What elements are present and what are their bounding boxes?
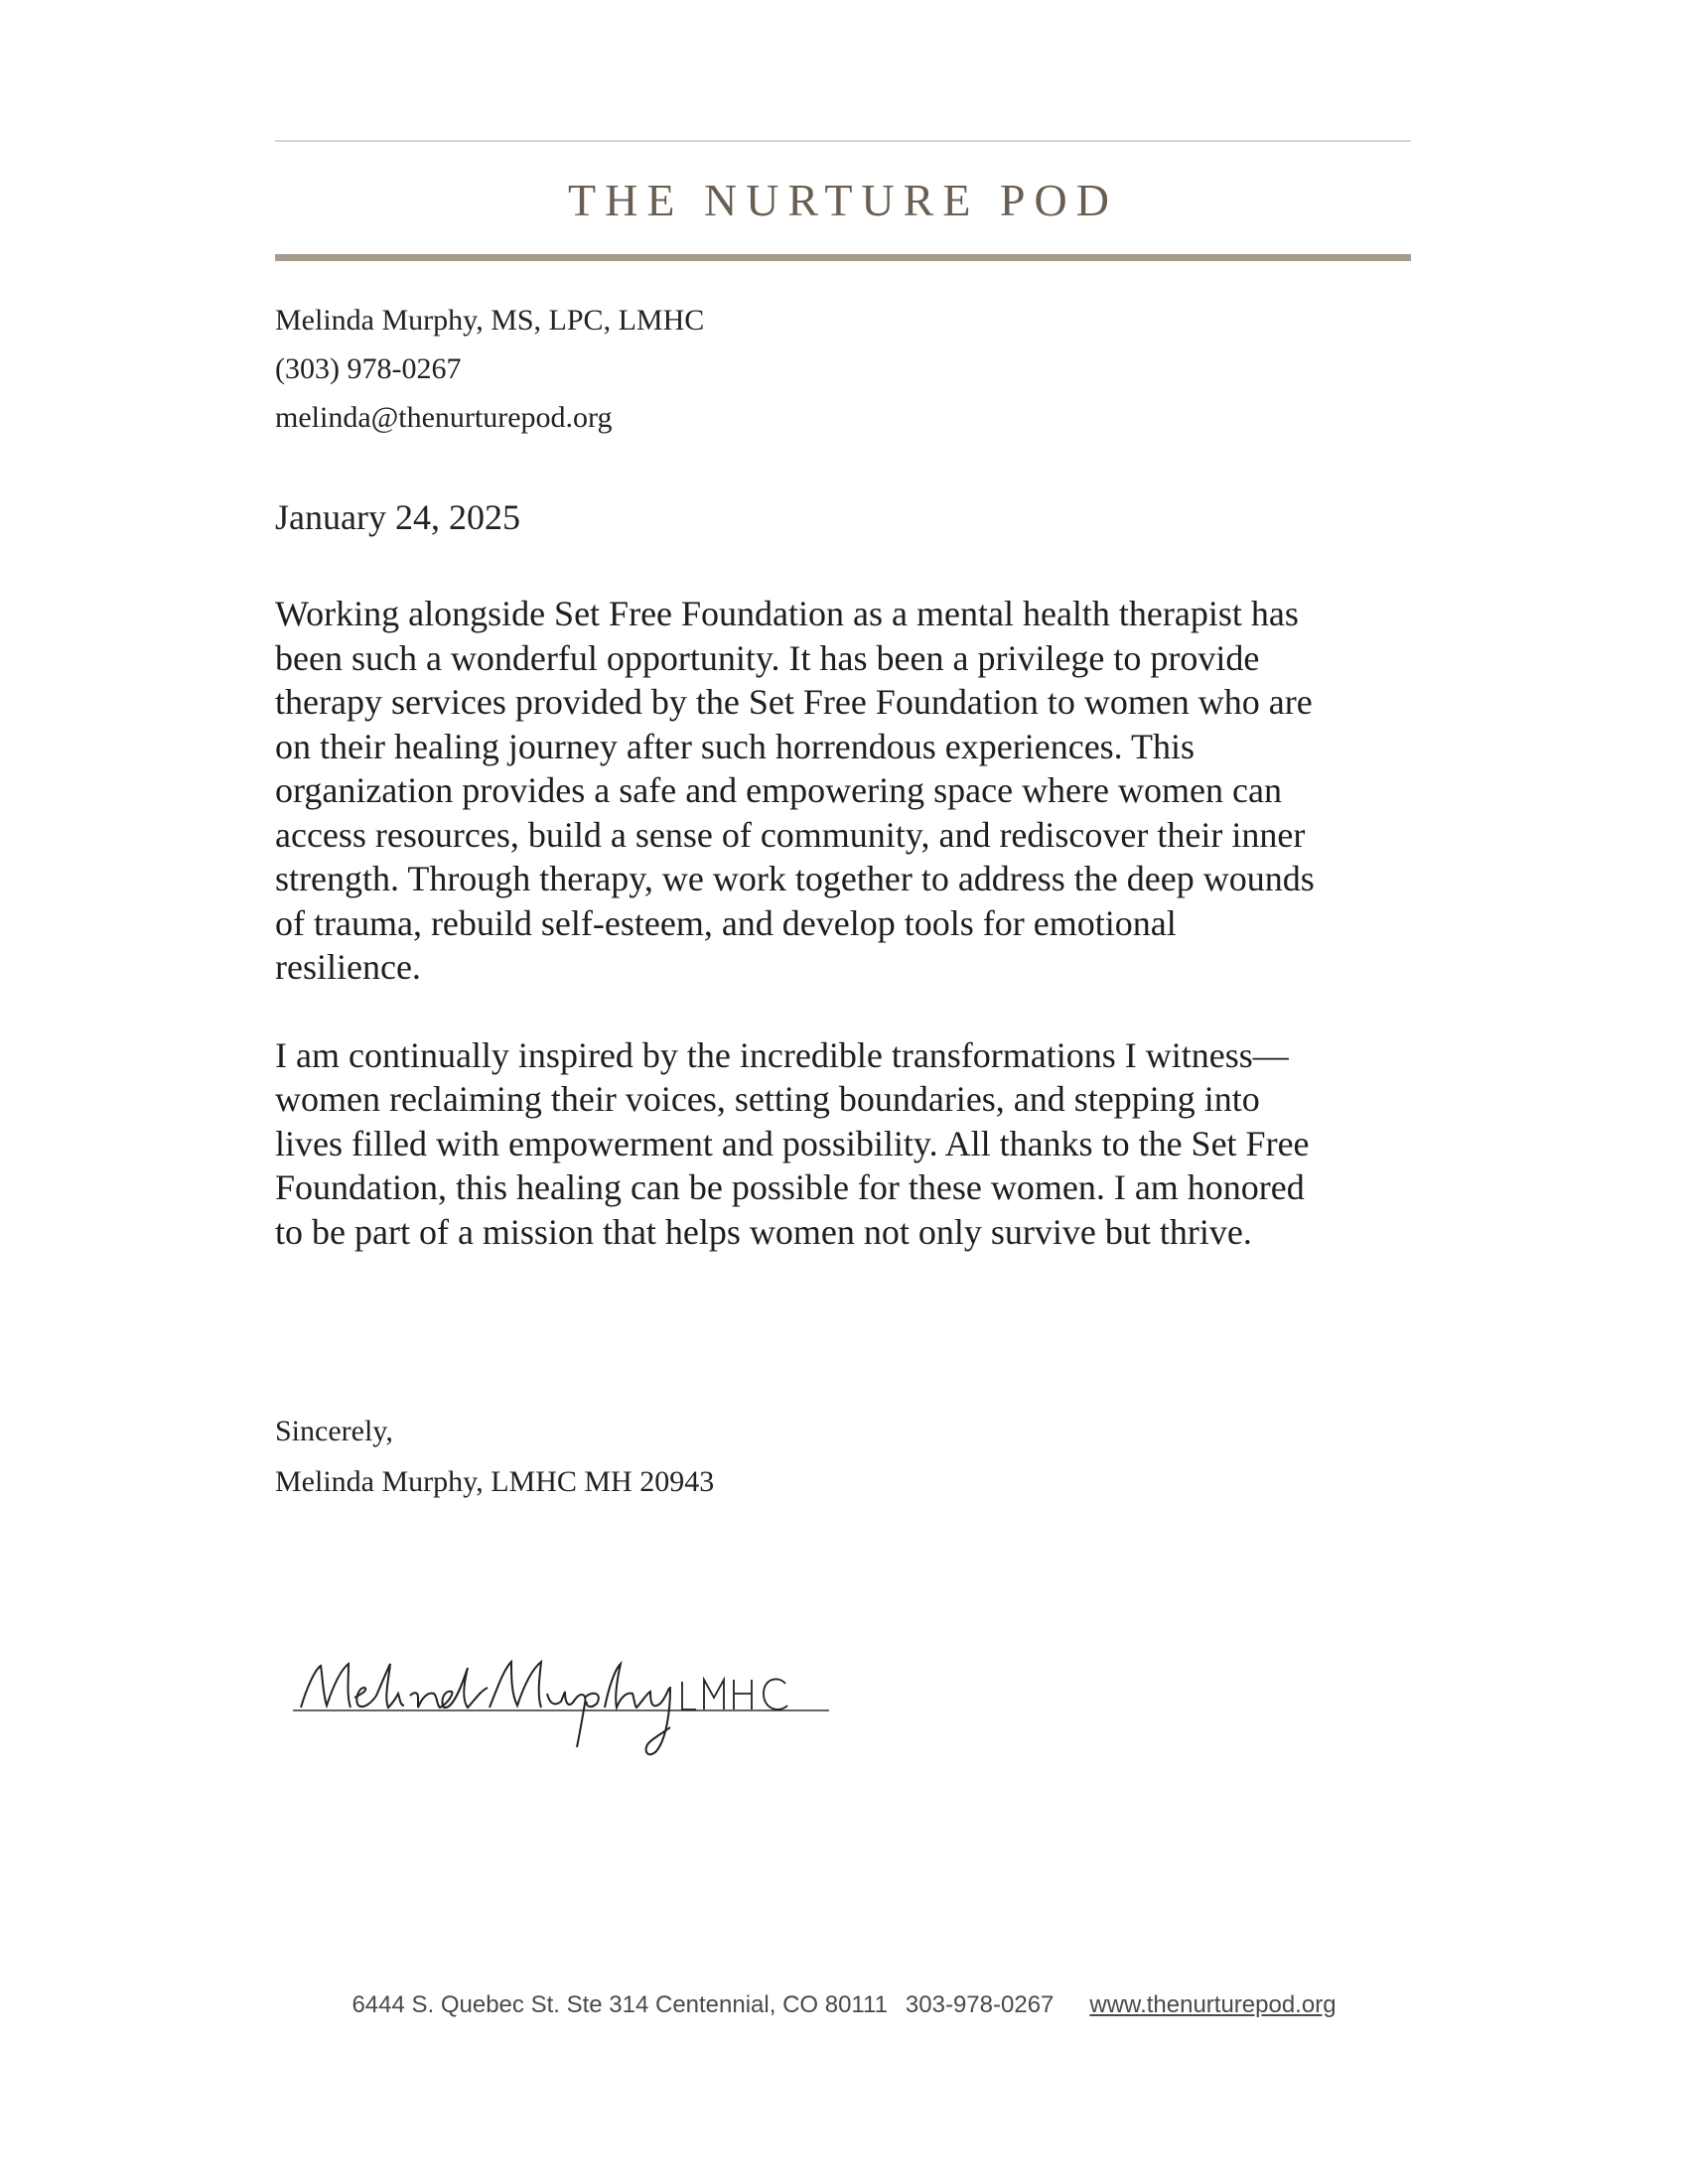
closing-block [275, 1406, 714, 1507]
body-line: therapy services provided by the Set Free Foundation to women who are [275, 682, 1313, 722]
body-line: Foundation, this healing can be possible for these women. I am honored [275, 1167, 1305, 1207]
sender-name: Melinda Murphy, MS, LPC, LMHC [275, 304, 705, 337]
closing-salutation: Sincerely, [275, 1415, 393, 1447]
body-line: strength. Through therapy, we work together to address the deep wounds [275, 859, 1315, 898]
body-paragraph-2 [275, 1033, 1427, 1255]
body-line: resilience. [275, 947, 421, 987]
body-line: on their healing journey after such horrendous experiences. This [275, 726, 1196, 766]
body-paragraph-1 [275, 592, 1427, 990]
body-line: Working alongside Set Free Foundation as a mental health therapist has [275, 594, 1299, 633]
sender-email: melinda@thenurturepod.org [275, 401, 613, 434]
footer-phone: 303-978-0267 [905, 1991, 1055, 2018]
footer-website-link[interactable]: www.thenurturepod.org [1089, 1991, 1336, 2018]
header-thick-rule [275, 254, 1411, 261]
body-line: of trauma, rebuild self-esteem, and develop tools for emotional [275, 902, 1177, 943]
letter-date: January 24, 2025 [275, 497, 520, 537]
closing-signer: Melinda Murphy, LMHC MH 20943 [275, 1465, 715, 1498]
body-line: access resources, build a sense of community, and rediscover their inner [275, 814, 1306, 855]
letter-body [275, 592, 1427, 1297]
handwritten-signature [293, 1648, 849, 1767]
body-line: organization provides a safe and empowering space where women can [275, 770, 1282, 810]
footer-address: 6444 S. Quebec St. Ste 314 Centennial, CO 80111 [352, 1991, 888, 2018]
body-line: lives filled with empowerment and possibility. All thanks to the Set Free [275, 1123, 1310, 1163]
body-line: to be part of a mission that helps women not only survive but thrive. [275, 1211, 1252, 1252]
letter-footer [0, 1987, 1688, 2023]
body-line: women reclaiming their voices, setting boundaries, and stepping into [275, 1079, 1260, 1119]
sender-phone: (303) 978-0267 [275, 352, 462, 385]
body-line: I am continually inspired by the incredible transformations I witness— [275, 1034, 1289, 1075]
letterhead-brand: THE NURTURE POD [568, 175, 1118, 225]
body-line: been such a wonderful opportunity. It has been a privilege to provide [275, 637, 1260, 678]
sender-block [275, 296, 704, 442]
header-top-rule [275, 140, 1411, 142]
